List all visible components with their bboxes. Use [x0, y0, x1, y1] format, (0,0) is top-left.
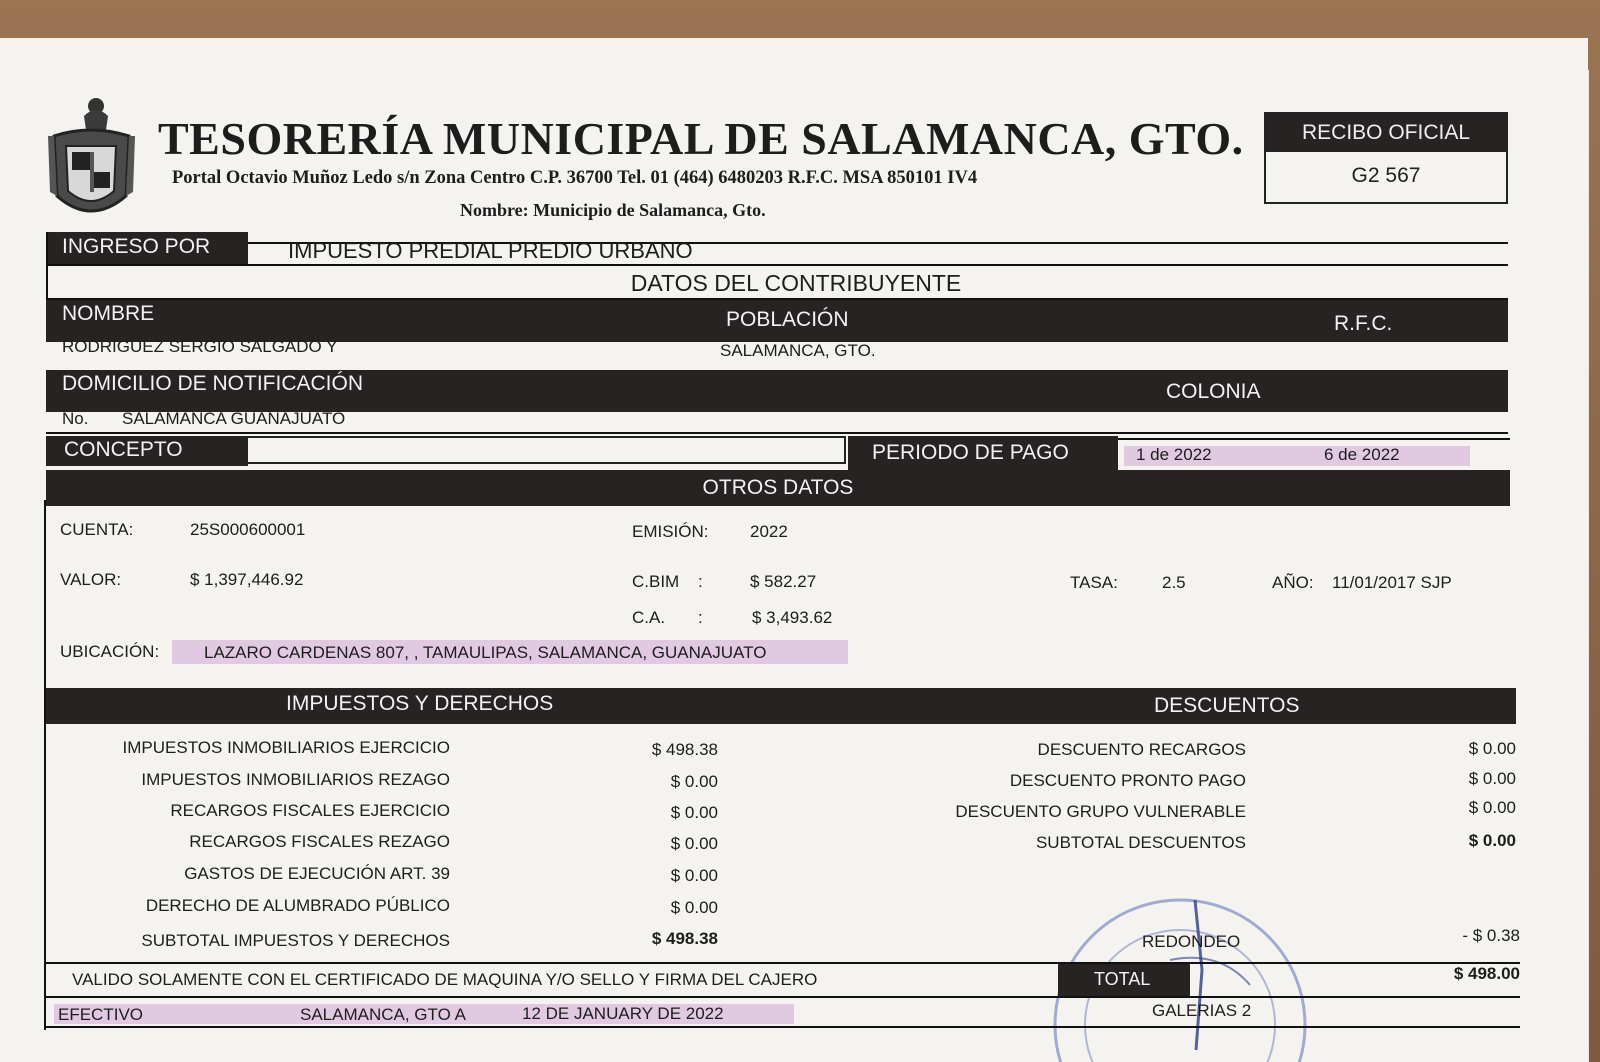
total-value: $ 498.00: [1453, 964, 1520, 983]
impuesto-row-label: RECARGOS FISCALES REZAGO: [189, 832, 450, 851]
lugar-expedicion: SALAMANCA, GTO A: [300, 1005, 466, 1024]
periodo-label: PERIODO DE PAGO: [848, 436, 1118, 470]
otros-datos-title: OTROS DATOS: [46, 470, 1510, 506]
impuesto-row-label: IMPUESTOS INMOBILIARIOS REZAGO: [141, 770, 450, 789]
treasury-address: Portal Octavio Muñoz Ledo s/n Zona Centro C.P. 36700 Tel. 01 (464) 6480203 R.F.C. MSA 850101 IV4: [172, 168, 978, 188]
impuestos-descuentos-bar: [46, 688, 1516, 724]
periodo-inicio: 1 de 2022: [1136, 445, 1212, 464]
valor-value: $ 1,397,446.92: [190, 570, 304, 589]
contribuyente-nombre: RODRIGUEZ SERGIO SALGADO Y: [62, 337, 338, 356]
tasa-value: 2.5: [1162, 573, 1186, 592]
impuesto-subtotal-value: $ 498.38: [651, 929, 718, 948]
impuesto-row-label: IMPUESTOS INMOBILIARIOS EJERCICIO: [122, 738, 450, 757]
ano-value: 11/01/2017 SJP: [1332, 573, 1452, 592]
ca-colon: :: [698, 608, 703, 627]
ubicacion-value: LAZARO CARDENAS 807, , TAMAULIPAS, SALAMANCA, GUANAJUATO: [204, 643, 767, 662]
colonia-label: COLONIA: [1166, 380, 1261, 403]
descuentos-title: DESCUENTOS: [1154, 694, 1300, 717]
impuesto-row-value: $ 0.00: [670, 866, 718, 885]
cbim-label: C.BIM: [632, 572, 680, 591]
redondeo-label: REDONDEO: [1142, 932, 1241, 951]
no-label: No.: [62, 409, 89, 428]
domicilio-label: DOMICILIO DE NOTIFICACIÓN: [62, 372, 364, 395]
cuenta-value: 25S000600001: [190, 520, 306, 539]
emision-label: EMISIÓN:: [632, 522, 709, 541]
impuesto-row-value: $ 0.00: [670, 834, 718, 853]
domicilio-header-bar: [46, 370, 1508, 412]
receipt-box: [1264, 112, 1508, 204]
periodo-fin: 6 de 2022: [1324, 445, 1400, 464]
concepto-label: CONCEPTO: [46, 436, 248, 466]
impuesto-row-value: $ 0.00: [670, 803, 718, 822]
ingreso-value: IMPUESTO PREDIAL PREDIO URBANO: [288, 238, 693, 263]
coat-of-arms-logo: [44, 96, 139, 231]
contribuyente-header-bar: [46, 300, 1508, 342]
contribuyente-poblacion: SALAMANCA, GTO.: [720, 341, 876, 360]
impuesto-row-label: GASTOS DE EJECUCIÓN ART. 39: [184, 864, 450, 883]
emision-value: 2022: [750, 522, 788, 541]
cbim-value: $ 582.27: [750, 572, 817, 591]
concepto-field: [248, 436, 846, 464]
total-label: TOTAL: [1058, 964, 1190, 996]
receipt-number: G2 567: [1351, 164, 1421, 187]
impuesto-row-value: $ 0.00: [670, 898, 718, 917]
descuento-row-value: $ 0.00: [1468, 769, 1516, 788]
contribuyente-section-title: DATOS DEL CONTRIBUYENTE: [630, 270, 962, 296]
validity-notice: VALIDO SOLAMENTE CON EL CERTIFICADO DE MAQUINA Y/O SELLO Y FIRMA DEL CAJERO: [72, 970, 818, 989]
ano-label: AÑO:: [1272, 573, 1314, 592]
descuento-row-value: $ 0.00: [1468, 739, 1516, 758]
impuesto-row-label: DERECHO DE ALUMBRADO PÚBLICO: [145, 896, 450, 915]
nombre-label: NOMBRE: [62, 302, 155, 325]
forma-pago: EFECTIVO: [58, 1005, 144, 1024]
redondeo-value: - $ 0.38: [1462, 926, 1520, 945]
ingreso-label: INGRESO POR: [46, 232, 248, 264]
ca-value: $ 3,493.62: [752, 608, 833, 627]
receipt-label: RECIBO OFICIAL: [1266, 114, 1506, 152]
sucursal: GALERIAS 2: [1152, 1001, 1252, 1020]
poblacion-label: POBLACIÓN: [726, 308, 849, 331]
ubicacion-label: UBICACIÓN:: [60, 642, 160, 661]
cbim-colon: :: [698, 572, 703, 591]
impuesto-row-value: $ 498.38: [651, 740, 718, 759]
descuento-subtotal-label: SUBTOTAL DESCUENTOS: [1035, 833, 1246, 852]
ca-label: C.A.: [632, 608, 666, 627]
municipality-name: Nombre: Municipio de Salamanca, Gto.: [460, 200, 766, 220]
cuenta-label: CUENTA:: [60, 520, 134, 539]
valor-label: VALOR:: [60, 570, 122, 589]
rfc-label: R.F.C.: [1334, 312, 1393, 335]
impuesto-row-label: RECARGOS FISCALES EJERCICIO: [170, 801, 450, 820]
descuento-subtotal-value: $ 0.00: [1468, 831, 1516, 850]
impuesto-row-value: $ 0.00: [670, 772, 718, 791]
fecha-expedicion: 12 DE JANUARY DE 2022: [522, 1004, 724, 1023]
page-title: TESORERÍA MUNICIPAL DE SALAMANCA, GTO.: [158, 113, 1244, 164]
descuento-row-value: $ 0.00: [1468, 798, 1516, 817]
descuento-row-label: DESCUENTO GRUPO VULNERABLE: [955, 802, 1246, 821]
descuento-row-label: DESCUENTO PRONTO PAGO: [1009, 771, 1246, 790]
descuento-row-label: DESCUENTO RECARGOS: [1037, 740, 1246, 759]
domicilio-value: SALAMANCA GUANAJUATO: [122, 409, 346, 428]
tasa-label: TASA:: [1070, 573, 1118, 592]
impuesto-subtotal-label: SUBTOTAL IMPUESTOS Y DERECHOS: [141, 931, 450, 950]
impuestos-title: IMPUESTOS Y DERECHOS: [286, 692, 554, 715]
